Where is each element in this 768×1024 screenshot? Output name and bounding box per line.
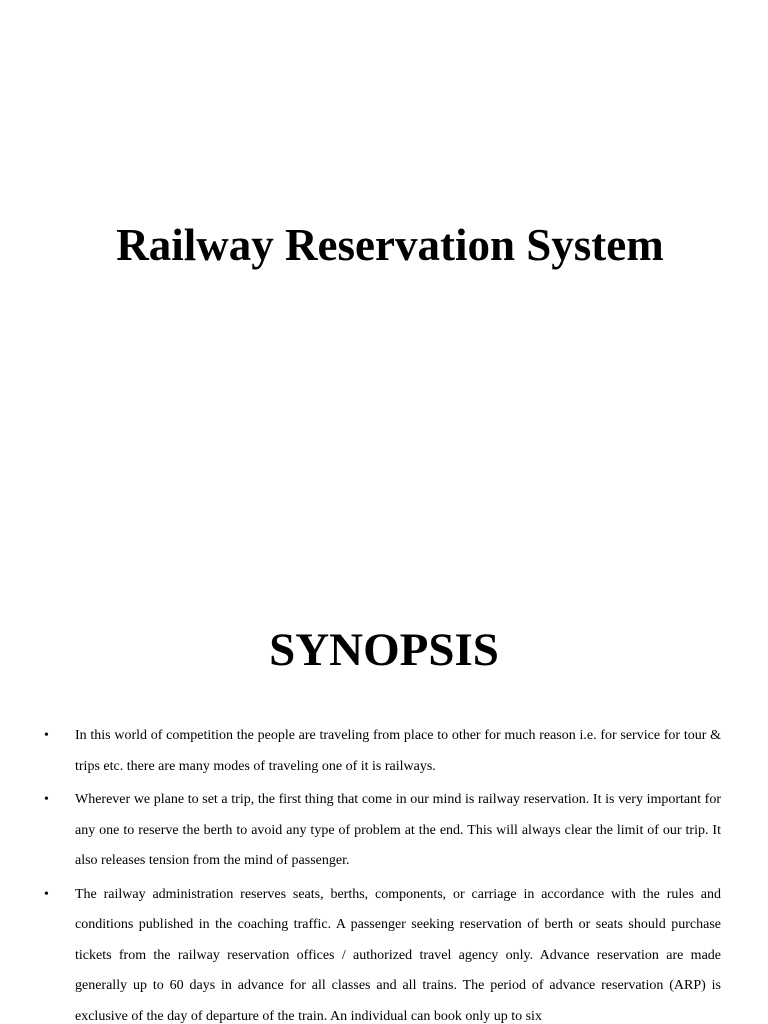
document-title: Railway Reservation System (116, 220, 664, 270)
bullet-icon: • (44, 728, 49, 743)
bullet-icon: • (44, 886, 49, 902)
bullet-text: The railway administration reserves seats, berths, components, or carriage in accordance with the rules and conditions published in the coaching traffic. A passenger seeking reservation of berth or seats should purchase tickets from the railway reservation offices / authorized travel agency only. Advance reservation are made generally up to 60 days in advance for all classes and all trains. The period of advance reservation (ARP) is exclusive of the day of departure of the train. An individual can book only up to six (75, 886, 721, 1024)
bullet-icon: • (44, 792, 49, 807)
section-heading-synopsis: SYNOPSIS (269, 624, 499, 676)
list-item (0, 721, 768, 782)
list-item (0, 785, 768, 877)
bullet-text: Wherever we plane to set a trip, the first thing that come in our mind is railway reservation. It is very important for any one to reserve the berth to avoid any type of problem at the end. This will always clear the limit of our trip. It also releases tension from the mind of passenger. (75, 792, 721, 868)
synopsis-bullet-list (0, 721, 768, 1024)
list-item (0, 880, 768, 1024)
bullet-text: In this world of competition the people are traveling from place to other for much reason i.e. for service for tour & trips etc. there are many modes of traveling one of it is railways. (75, 728, 721, 774)
